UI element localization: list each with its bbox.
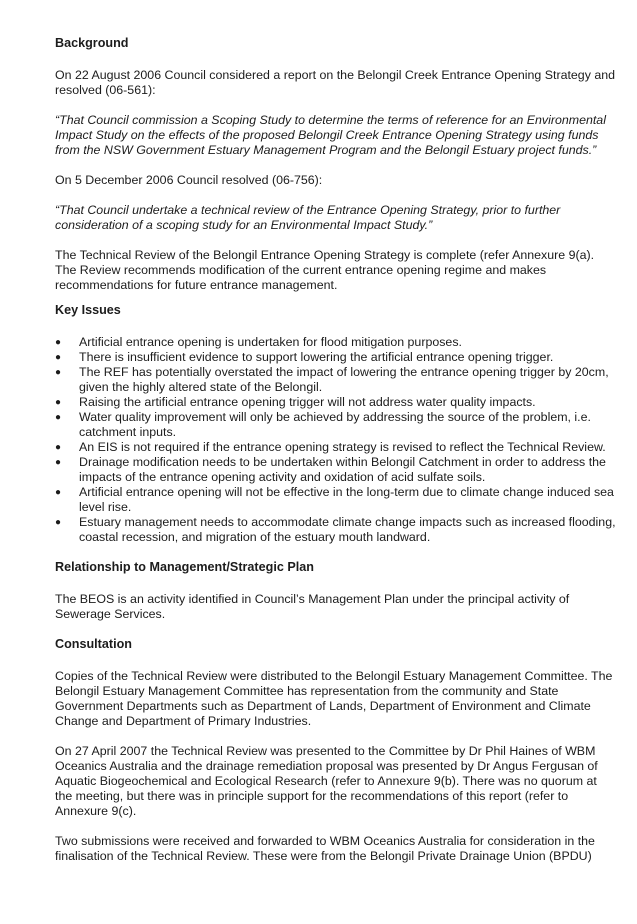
key-issues-list bbox=[55, 335, 617, 545]
list-item-text: Drainage modification needs to be undertaken within Belongil Catchment in order to address the impacts of the entrance opening activity and oxidation of acid sulfate soils. bbox=[79, 455, 606, 484]
list-item bbox=[55, 485, 617, 515]
bullet-icon: ● bbox=[55, 442, 62, 453]
consultation-paragraph-3: Two submissions were received and forwarded to WBM Oceanics Australia for consideration in the finalisation of the Technical Review. These were from the Belongil Private Drainage Union (BPDU) bbox=[55, 834, 595, 863]
background-paragraph-3: The Technical Review of the Belongil Entrance Opening Strategy is complete (refer Annexure 9(a). The Review recommends modification of the current entrance opening regime and makes recommendations for future entrance management. bbox=[55, 248, 595, 292]
consultation-paragraph-1: Copies of the Technical Review were distributed to the Belongil Estuary Management Committee. The Belongil Estuary Management Committee has representation from the community and State Government Departments such as Department of Lands, Department of Environment and Climate Change and Department of Primary Industries. bbox=[55, 669, 613, 728]
list-item bbox=[55, 455, 617, 485]
background-section bbox=[55, 36, 617, 293]
consultation-paragraph-2: On 27 April 2007 the Technical Review was presented to the Committee by Dr Phil Haines of WBM Oceanics Australia and the drainage remediation proposal was presented by Dr Angus Fergusan of Aquatic Biogeochemical and Ecological Research (refer to Annexure 9(b). There was no quorum at the meeting, but there was in principle support for the recommendations of this report (refer to Annexure 9(c). bbox=[55, 744, 598, 818]
bullet-icon: ● bbox=[55, 352, 62, 363]
bullet-icon: ● bbox=[55, 397, 62, 408]
list-item-text: Artificial entrance opening will not be effective in the long-term due to climate change induced sea level rise. bbox=[79, 485, 614, 514]
list-item-text: An EIS is not required if the entrance opening strategy is revised to reflect the Technical Review. bbox=[79, 440, 606, 454]
background-paragraph-1: On 22 August 2006 Council considered a report on the Belongil Creek Entrance Opening Strategy and resolved (06-561): bbox=[55, 68, 616, 97]
bullet-icon: ● bbox=[55, 487, 62, 498]
list-item-text: Estuary management needs to accommodate climate change impacts such as increased flooding, coastal recession, and migration of the estuary mouth landward. bbox=[79, 515, 616, 544]
resolution-quote-2: “That Council undertake a technical review of the Entrance Opening Strategy, prior to further consideration of a scoping study for an Environmental Impact Study.” bbox=[55, 203, 561, 232]
relationship-paragraph: The BEOS is an activity identified in Council’s Management Plan under the principal activity of Sewerage Services. bbox=[55, 592, 570, 621]
relationship-section bbox=[55, 560, 617, 622]
list-item bbox=[55, 395, 617, 410]
list-item bbox=[55, 515, 617, 545]
list-item-text: Water quality improvement will only be achieved by addressing the source of the problem, i.e. catchment inputs. bbox=[79, 410, 591, 439]
bullet-icon: ● bbox=[55, 412, 62, 423]
list-item bbox=[55, 365, 617, 395]
list-item-text: Artificial entrance opening is undertaken for flood mitigation purposes. bbox=[79, 335, 462, 349]
list-item bbox=[55, 410, 617, 440]
bullet-icon: ● bbox=[55, 367, 62, 378]
bullet-icon: ● bbox=[55, 337, 62, 348]
consultation-section bbox=[55, 637, 617, 864]
list-item-text: The REF has potentially overstated the impact of lowering the entrance opening trigger by 20cm, given the highly altered state of the Belongil. bbox=[79, 365, 609, 394]
resolution-quote-1: “That Council commission a Scoping Study to determine the terms of reference for an Environmental Impact Study on the effects of the proposed Belongil Creek Entrance Opening Strategy using funds from the NSW Government Estuary Management Program and the Belongil Estuary project funds.” bbox=[55, 113, 606, 157]
background-paragraph-2: On 5 December 2006 Council resolved (06-756): bbox=[55, 173, 323, 187]
list-item bbox=[55, 440, 617, 455]
key-issues-heading: Key Issues bbox=[55, 303, 121, 317]
consultation-heading: Consultation bbox=[55, 637, 132, 651]
list-item bbox=[55, 335, 617, 350]
background-heading: Background bbox=[55, 36, 129, 50]
bullet-icon: ● bbox=[55, 457, 62, 468]
list-item-text: Raising the artificial entrance opening trigger will not address water quality impacts. bbox=[79, 395, 536, 409]
key-issues-section bbox=[55, 303, 617, 545]
bullet-icon: ● bbox=[55, 517, 62, 528]
list-item bbox=[55, 350, 617, 365]
list-item-text: There is insufficient evidence to support lowering the artificial entrance opening trigger. bbox=[79, 350, 554, 364]
relationship-heading: Relationship to Management/Strategic Plan bbox=[55, 560, 314, 574]
